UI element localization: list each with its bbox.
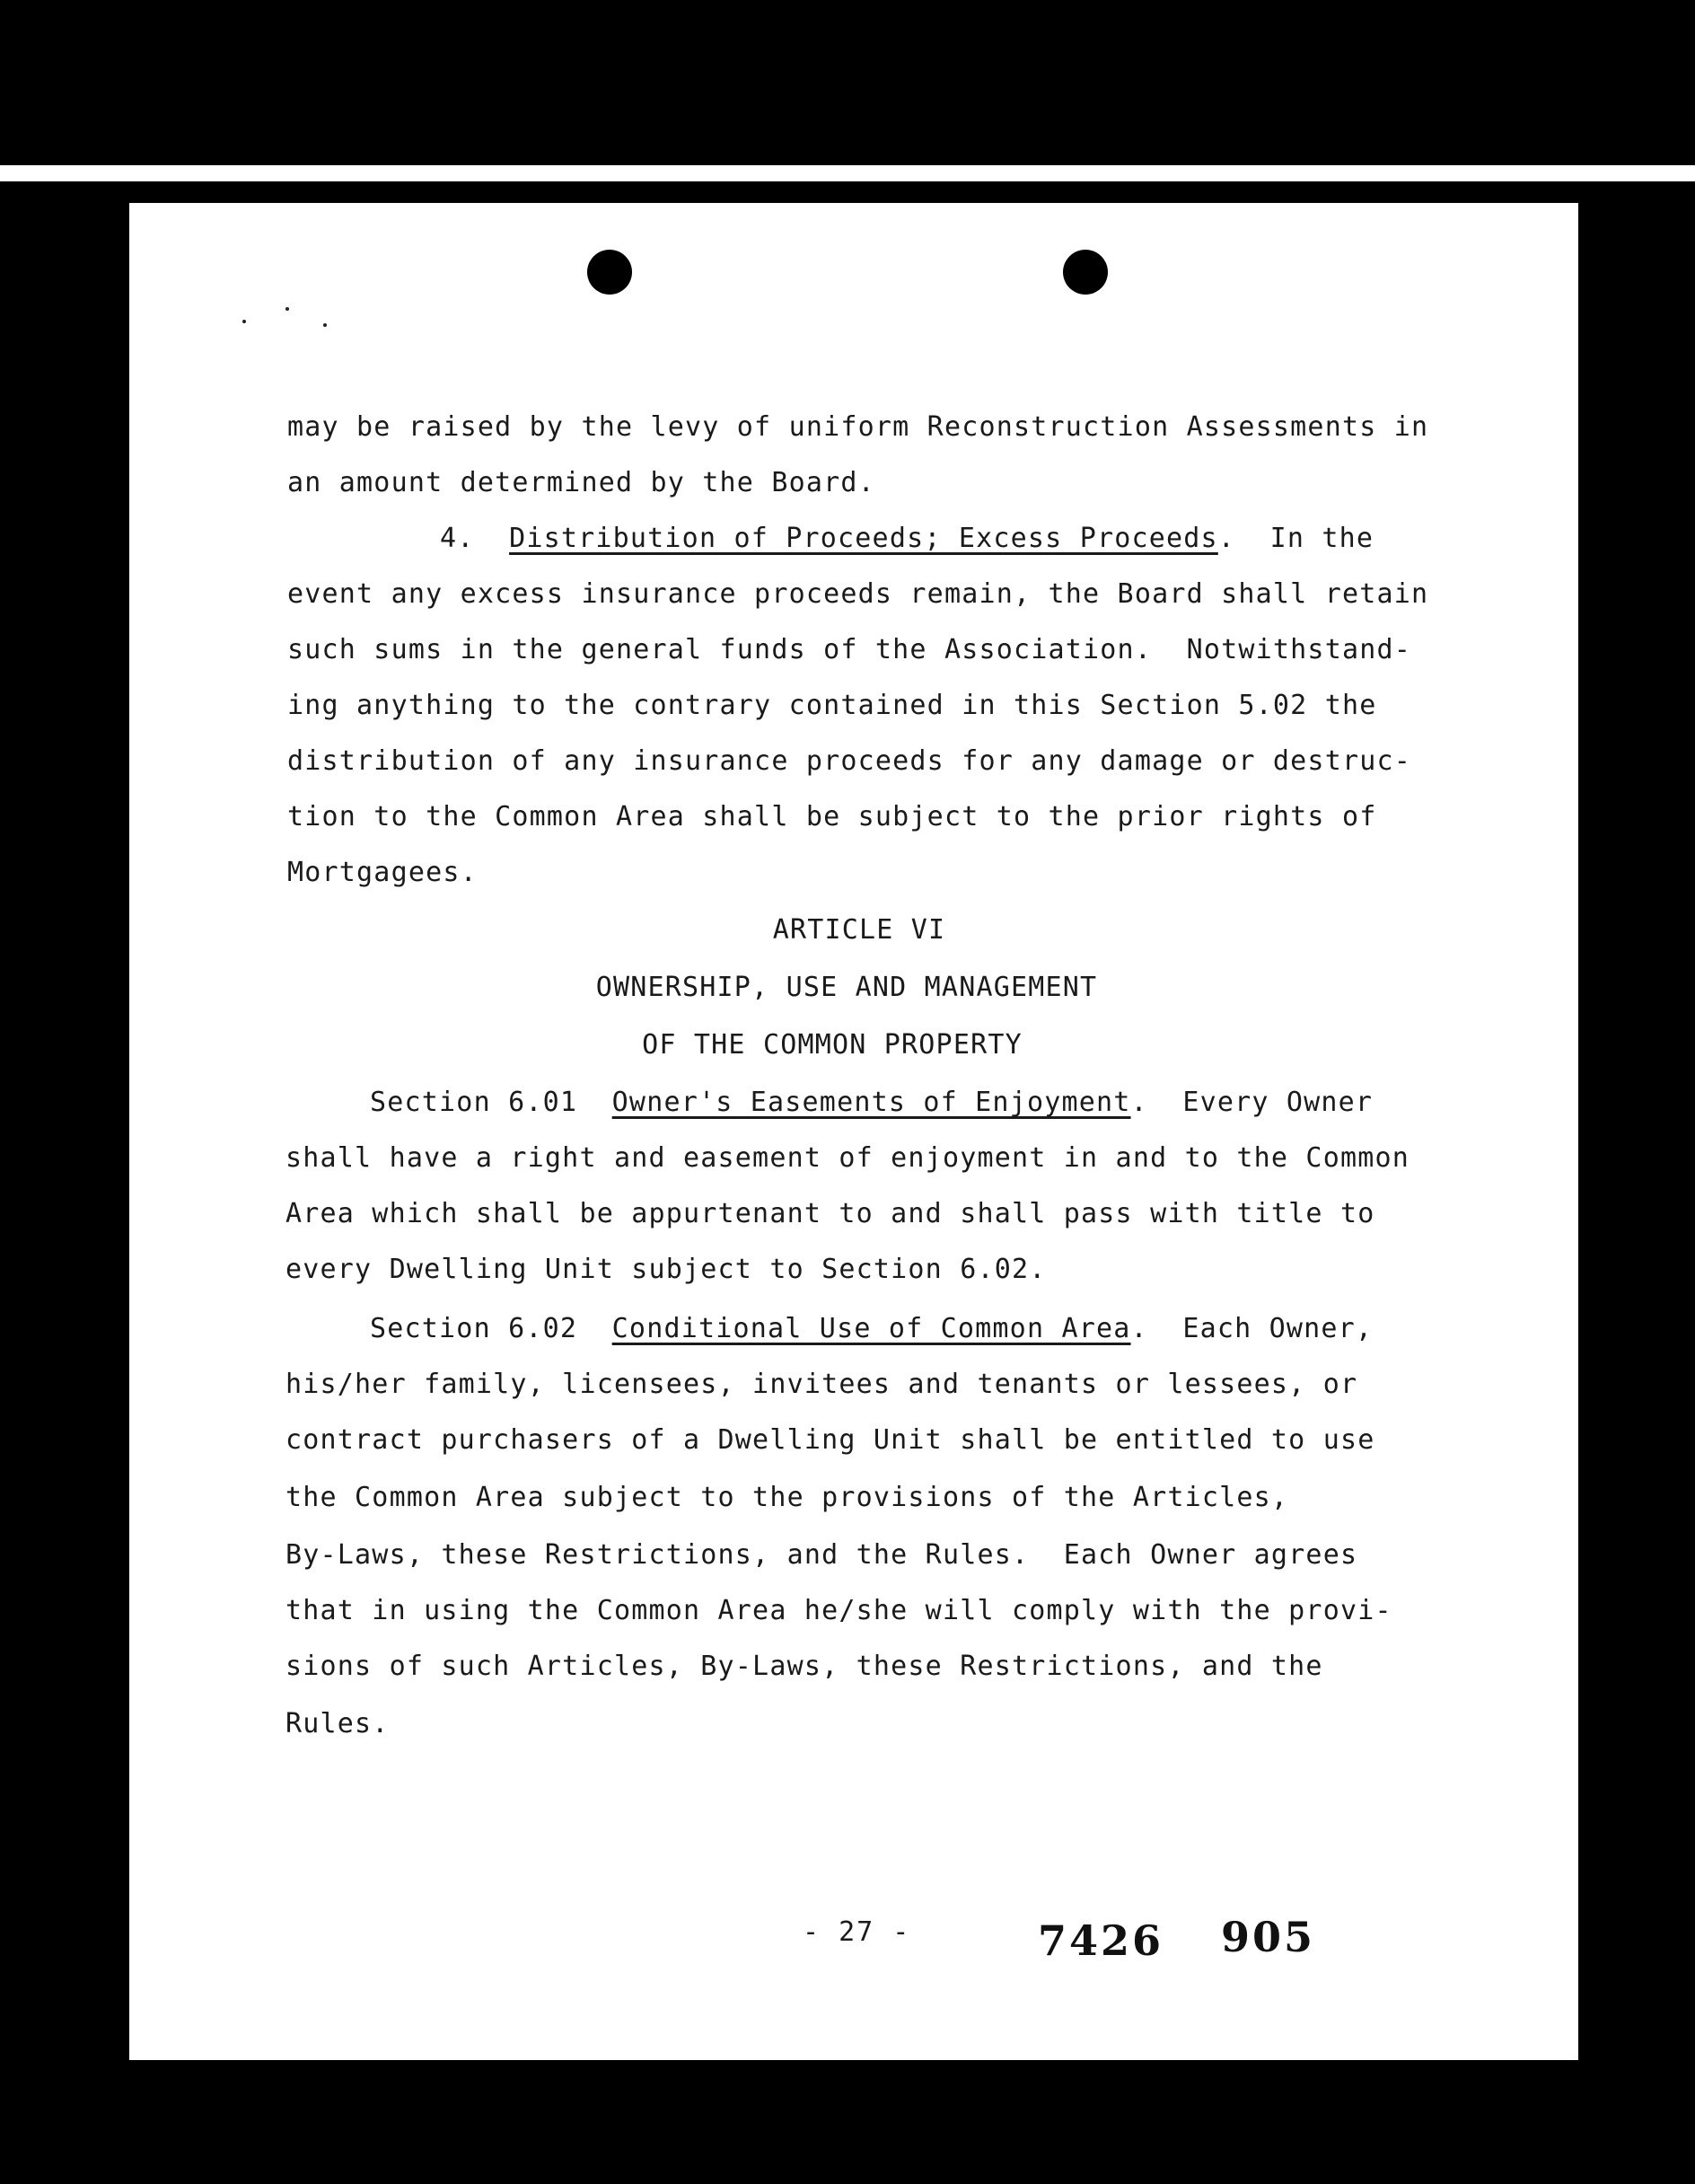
body-line: By-Laws, these Restrictions, and the Rules. Each Owner agrees <box>285 1539 1358 1571</box>
page-number: - 27 - <box>803 1916 911 1948</box>
paragraph-4-heading-tail: . In the <box>1217 523 1374 554</box>
body-line: sions of such Articles, By-Laws, these Restrictions, and the <box>285 1651 1323 1682</box>
body-line: shall have a right and easement of enjoyment in and to the Common <box>285 1142 1410 1174</box>
body-line: event any excess insurance proceeds remain, the Board shall retain <box>287 578 1429 610</box>
section-6-02-first-line <box>370 1313 1373 1345</box>
recording-stamp-book: 7426 <box>1038 1916 1164 1965</box>
body-line: his/her family, licensees, invitees and tenants or lessees, or <box>285 1369 1358 1400</box>
section-6-01-first-line <box>370 1087 1373 1119</box>
punch-hole-left <box>587 250 632 295</box>
paragraph-4-heading: Distribution of Proceeds; Excess Proceeds <box>509 523 1218 554</box>
section-6-01-heading: Owner's Easements of Enjoyment <box>611 1087 1131 1118</box>
body-line: such sums in the general funds of the Association. Notwithstand- <box>287 634 1411 665</box>
section-6-02-heading: Conditional Use of Common Area <box>611 1313 1131 1344</box>
article-number: ARTICLE VI <box>772 914 946 946</box>
body-line: Rules. <box>285 1708 390 1739</box>
article-title-line-1: OWNERSHIP, USE AND MANAGEMENT <box>595 972 1098 1003</box>
recording-stamp-page: 905 <box>1221 1913 1316 1961</box>
body-line: every Dwelling Unit subject to Section 6.02. <box>285 1254 1047 1285</box>
body-line: an amount determined by the Board. <box>287 467 875 498</box>
body-line: contract purchasers of a Dwelling Unit shall be entitled to use <box>285 1424 1375 1456</box>
body-line: that in using the Common Area he/she will comply with the provi- <box>285 1595 1392 1626</box>
body-line: the Common Area subject to the provisions of the Articles, <box>285 1482 1289 1513</box>
body-line: Mortgagees. <box>287 857 478 888</box>
section-number: Section 6.02 <box>370 1313 578 1344</box>
paragraph-number: 4. <box>440 523 475 554</box>
section-6-01-heading-tail: . Every Owner <box>1130 1087 1374 1118</box>
paragraph-4-first-line <box>440 523 1374 555</box>
scan-speck <box>285 307 289 311</box>
body-line: tion to the Common Area shall be subject to the prior rights of <box>287 801 1377 832</box>
scan-speck <box>323 323 327 327</box>
body-line: Area which shall be appurtenant to and shall pass with title to <box>285 1198 1375 1229</box>
body-line: distribution of any insurance proceeds for any damage or destruc- <box>287 745 1411 777</box>
section-6-02-heading-tail: . Each Owner, <box>1130 1313 1374 1344</box>
article-title-line-2: OF THE COMMON PROPERTY <box>642 1029 1023 1061</box>
section-number: Section 6.01 <box>370 1087 578 1118</box>
scan-top-rule <box>0 165 1695 181</box>
punch-hole-right <box>1063 250 1108 295</box>
body-line: ing anything to the contrary contained in this Section 5.02 the <box>287 690 1377 721</box>
document-page <box>129 203 1578 2060</box>
body-line: may be raised by the levy of uniform Reconstruction Assessments in <box>287 411 1429 443</box>
scan-speck <box>242 320 246 323</box>
